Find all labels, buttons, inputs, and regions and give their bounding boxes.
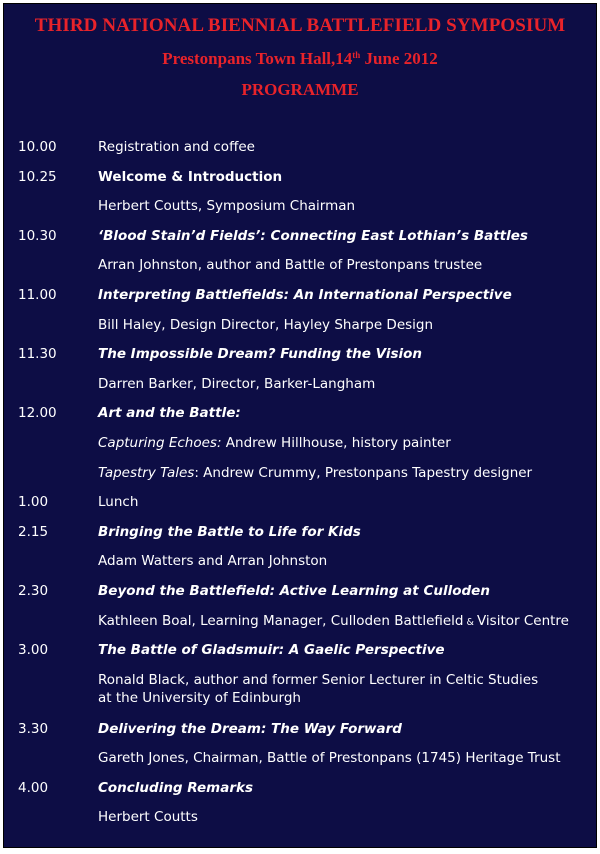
venue-text: Prestonpans Town Hall,14: [162, 49, 353, 68]
session-speaker: Arran Johnston, author and Battle of Prestonpans trustee: [98, 257, 483, 274]
schedule-row: [4, 668, 596, 717]
session-speaker: [98, 612, 592, 632]
speaker-line-2: at the University of Edinburgh: [98, 689, 301, 706]
schedule-row: [4, 194, 596, 224]
session-title: Registration and coffee: [98, 139, 255, 155]
session-title: Bringing the Battle to Life for Kids: [98, 523, 361, 540]
schedule-row: [4, 313, 596, 343]
programme-heading: PROGRAMME: [241, 80, 359, 99]
session-time: 2.30: [18, 582, 49, 599]
session-title: Beyond the Battlefield: Active Learning at Culloden: [98, 582, 490, 599]
speaker-role: Kathleen Boal, Learning Manager, Culloden Battlefield: [98, 612, 464, 629]
session-time: 3.30: [18, 720, 49, 737]
schedule-row: [4, 224, 596, 254]
session-title: Lunch: [98, 494, 139, 511]
schedule-row: [4, 746, 596, 776]
talk-title: Tapestry Tales: [98, 464, 195, 481]
schedule-row: [4, 638, 596, 668]
session-time: 11.30: [18, 346, 57, 363]
session-speaker: Bill Haley, Design Director, Hayley Sharpe Design: [98, 316, 434, 333]
session-speaker: [98, 671, 592, 707]
session-time: 4.00: [18, 779, 49, 796]
session-speaker: [98, 434, 592, 452]
schedule-row: [4, 253, 596, 283]
schedule-row: [4, 490, 596, 520]
session-title: Concluding Remarks: [98, 779, 254, 796]
schedule-row: [4, 609, 596, 639]
session-title: Interpreting Battlefields: An International Perspective: [98, 286, 512, 303]
session-speaker: Gareth Jones, Chairman, Battle of Prestonpans (1745) Heritage Trust: [98, 750, 561, 767]
session-time: 12.00: [18, 405, 57, 422]
schedule-list: [4, 135, 596, 835]
schedule-row: [4, 805, 596, 835]
date-month-year: June 2012: [360, 49, 438, 68]
ampersand: &: [463, 616, 477, 628]
schedule-row: [4, 776, 596, 806]
schedule-row: [4, 579, 596, 609]
talk-speaker: : Andrew Crummy, Prestonpans Tapestry designer: [194, 464, 533, 481]
schedule-row: [4, 461, 596, 491]
schedule-row: [4, 165, 596, 195]
schedule-row: [4, 431, 596, 461]
talk-speaker: Andrew Hillhouse, history painter: [221, 434, 451, 451]
session-title: Delivering the Dream: The Way Forward: [98, 720, 402, 737]
date-suffix: th: [352, 50, 361, 60]
schedule-row: [4, 520, 596, 550]
schedule-row: [4, 401, 596, 431]
schedule-row: [4, 549, 596, 579]
programme-page: [3, 3, 597, 848]
programme-header: [4, 4, 596, 102]
session-speaker: Adam Watters and Arran Johnston: [98, 553, 328, 570]
session-speaker: Herbert Coutts: [98, 809, 198, 826]
session-title: Art and the Battle:: [98, 405, 241, 422]
session-time: 3.00: [18, 642, 49, 659]
session-title: Welcome & Introduction: [98, 168, 283, 185]
schedule-row: [4, 283, 596, 313]
schedule-row: [4, 342, 596, 372]
schedule-row: [4, 717, 596, 747]
session-title: The Battle of Gladsmuir: A Gaelic Perspective: [98, 642, 445, 659]
venue-date: [4, 43, 596, 71]
session-title: The Impossible Dream? Funding the Vision: [98, 346, 422, 363]
session-time: 10.25: [18, 168, 57, 185]
session-time: 2.15: [18, 523, 49, 540]
speaker-venue: Visitor Centre: [476, 612, 569, 629]
symposium-title: THIRD NATIONAL BIENNIAL BATTLEFIELD SYMPOSIUM: [34, 15, 566, 36]
session-time: 11.00: [18, 286, 57, 303]
speaker-line-1: Ronald Black, author and former Senior Lecturer in Celtic Studies: [98, 671, 539, 688]
session-time: 10.30: [18, 227, 57, 244]
session-time: 10.00: [18, 139, 57, 155]
talk-title: Capturing Echoes:: [98, 434, 222, 451]
session-time: 1.00: [18, 494, 49, 511]
session-title: ‘Blood Stain’d Fields’: Connecting East Lothian’s Battles: [98, 227, 528, 244]
session-speaker: Herbert Coutts, Symposium Chairman: [98, 198, 356, 215]
schedule-row: [4, 135, 596, 165]
session-speaker: [98, 464, 592, 482]
session-speaker: Darren Barker, Director, Barker-Langham: [98, 375, 376, 392]
schedule-row: [4, 372, 596, 402]
